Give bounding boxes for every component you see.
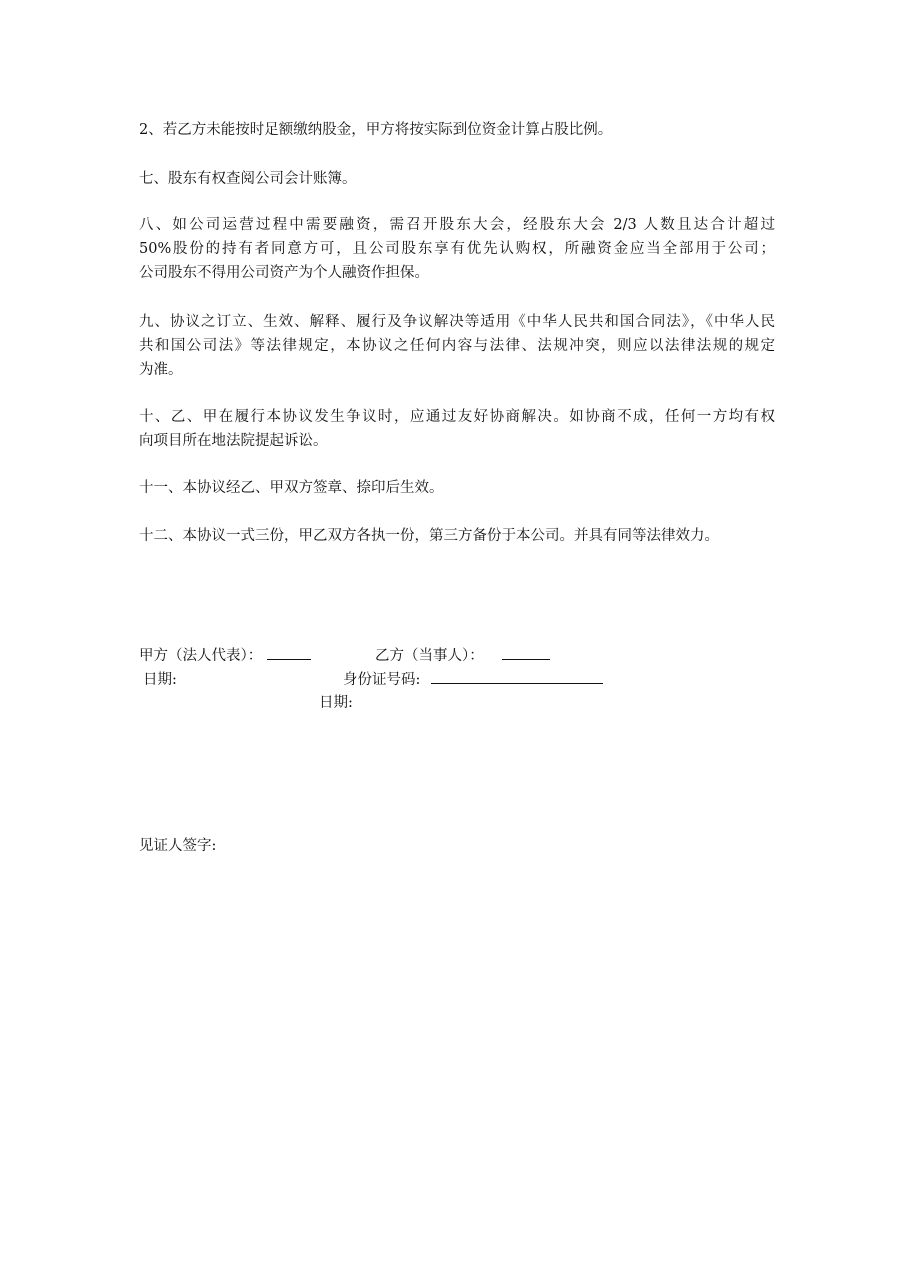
party-a-label: 甲方（法人代表）： xyxy=(139,648,263,664)
party-b-date-label: 日期: xyxy=(319,695,353,711)
clause-line: 十、乙、甲在履行本协议发生争议时，应通过友好协商解决。如协商不成，任何一方均有权 xyxy=(139,409,775,425)
party-a-signature-line xyxy=(267,647,311,660)
clause-line: 为准。 xyxy=(139,362,183,378)
party-a-signature xyxy=(139,646,311,666)
clause-line: 2、若乙方未能按时足额缴纳股金，甲方将按实际到位资金计算占股比例。 xyxy=(139,122,613,138)
party-b-date xyxy=(319,693,353,713)
party-b-signature-line xyxy=(502,647,550,660)
party-a-date-label: 日期: xyxy=(143,672,177,688)
clause-line: 十二、本协议一式三份，甲乙双方各执一份，第三方备份于本公司。并具有同等法律效力。 xyxy=(139,528,719,544)
witness-signature xyxy=(139,836,216,856)
clause-line: 50%股份的持有者同意方可，且公司股东享有优先认购权，所融资金应当全部用于公司； xyxy=(139,241,775,257)
clause-12 xyxy=(139,524,775,548)
party-b-signature xyxy=(375,646,550,666)
party-b-label: 乙方（当事人）： xyxy=(375,648,484,664)
clause-7 xyxy=(139,167,775,191)
clause-line: 七、股东有权查阅公司会计账簿。 xyxy=(139,171,357,187)
id-number-label: 身份证号码: xyxy=(343,672,421,688)
clause-2 xyxy=(139,118,775,142)
witness-label: 见证人签字: xyxy=(139,838,217,854)
party-a-date xyxy=(143,670,177,690)
clause-8 xyxy=(139,213,775,285)
clause-10 xyxy=(139,405,775,453)
clause-line: 向项目所在地法院提起诉讼。 xyxy=(139,433,328,449)
clause-line: 八、如公司运营过程中需要融资，需召开股东大会，经股东大会 2/3 人数且达合计超过 xyxy=(139,217,775,233)
clause-line: 九、协议之订立、生效、解释、履行及争议解决等适用《中华人民共和国合同法》，《中华人民 xyxy=(139,314,775,330)
clause-line: 共和国公司法》等法律规定，本协议之任何内容与法律、法规冲突，则应以法律法规的规定 xyxy=(139,338,775,354)
clause-line: 十一、本协议经乙、甲双方签章、捺印后生效。 xyxy=(139,480,444,496)
clause-11 xyxy=(139,476,775,500)
id-number xyxy=(343,670,603,690)
id-number-line xyxy=(431,671,603,684)
clause-line: 公司股东不得用公司资产为个人融资作担保。 xyxy=(139,265,429,281)
clause-9 xyxy=(139,310,775,382)
